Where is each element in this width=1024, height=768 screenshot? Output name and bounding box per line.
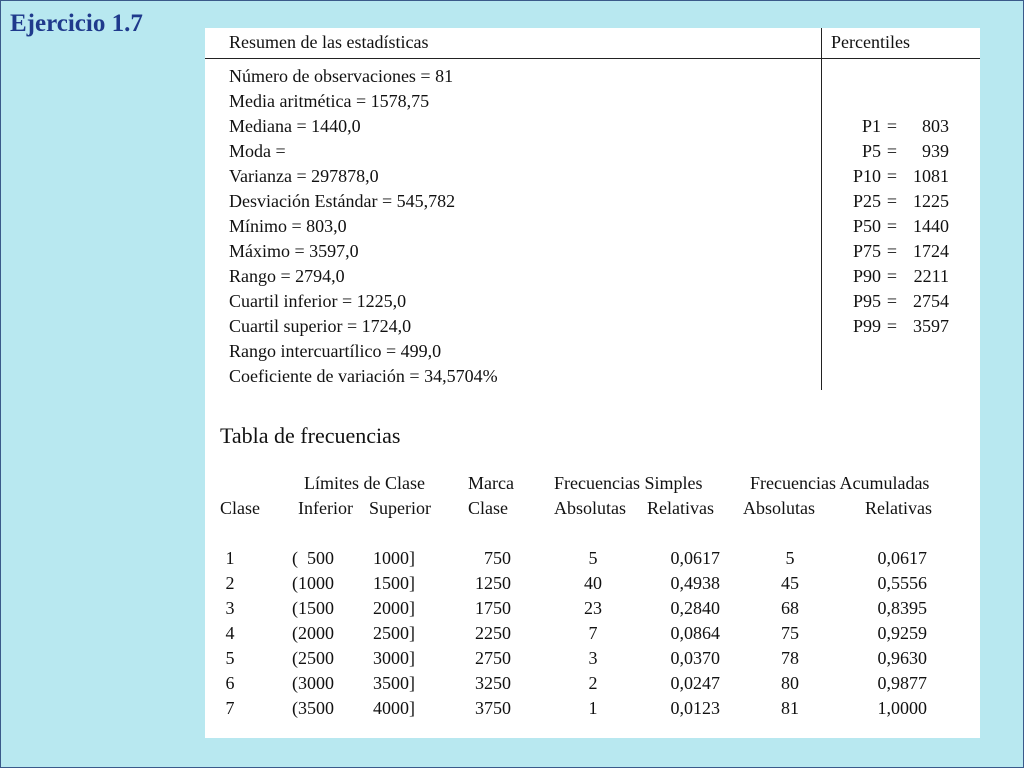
header-relative: Relativas bbox=[647, 498, 714, 518]
cell-class: 1 bbox=[225, 548, 235, 568]
percentile-item bbox=[829, 164, 949, 189]
percentile-name: P1 bbox=[861, 116, 881, 136]
percentile-equals: = bbox=[886, 216, 898, 236]
statistic-item: Cuartil inferior = 1225,0 bbox=[229, 291, 407, 311]
cell-class: 5 bbox=[225, 648, 235, 668]
cell-absolute: 23 bbox=[584, 598, 602, 618]
header-mark-class: Clase bbox=[468, 498, 508, 518]
summary-column-divider bbox=[821, 28, 822, 390]
cell-cum-absolute: 75 bbox=[781, 623, 799, 643]
statistic-item: Media aritmética = 1578,75 bbox=[229, 91, 430, 111]
percentile-equals: = bbox=[886, 316, 898, 336]
cell-relative: 0,2840 bbox=[670, 598, 720, 618]
statistic-item: Rango intercuartílico = 499,0 bbox=[229, 341, 442, 361]
header-simple-freq: Frecuencias Simples bbox=[554, 473, 703, 493]
percentile-value: 803 bbox=[922, 116, 949, 136]
cell-absolute: 1 bbox=[588, 698, 598, 718]
cell-relative: 0,4938 bbox=[670, 573, 720, 593]
statistic-item: Cuartil superior = 1724,0 bbox=[229, 316, 412, 336]
cell-cum-absolute: 68 bbox=[781, 598, 799, 618]
header-lower: Inferior bbox=[298, 498, 353, 518]
cell-mark: 750 bbox=[484, 548, 511, 568]
cell-lower: (1500 bbox=[292, 598, 334, 618]
cell-cum-relative: 0,8395 bbox=[877, 598, 927, 618]
cell-class: 4 bbox=[225, 623, 235, 643]
cell-cum-relative: 0,0617 bbox=[877, 548, 927, 568]
header-mark: Marca bbox=[468, 473, 514, 493]
cell-mark: 3250 bbox=[475, 673, 511, 693]
percentile-item bbox=[829, 314, 949, 339]
percentile-item bbox=[829, 189, 949, 214]
cell-absolute: 5 bbox=[588, 548, 598, 568]
statistic-item: Mínimo = 803,0 bbox=[229, 216, 347, 236]
cell-lower: (3500 bbox=[292, 698, 334, 718]
percentile-item bbox=[829, 139, 949, 164]
cell-cum-absolute: 81 bbox=[781, 698, 799, 718]
cell-absolute: 40 bbox=[584, 573, 602, 593]
cell-mark: 2750 bbox=[475, 648, 511, 668]
summary-table bbox=[205, 28, 980, 390]
statistic-item: Desviación Estándar = 545,782 bbox=[229, 191, 456, 211]
cell-mark: 2250 bbox=[475, 623, 511, 643]
percentile-value: 1724 bbox=[913, 241, 949, 261]
table-row bbox=[205, 698, 980, 723]
cell-relative: 0,0864 bbox=[670, 623, 720, 643]
percentile-name: P99 bbox=[852, 316, 881, 336]
statistic-item: Máximo = 3597,0 bbox=[229, 241, 359, 261]
table-row bbox=[205, 673, 980, 698]
cell-relative: 0,0247 bbox=[670, 673, 720, 693]
percentile-value: 1081 bbox=[913, 166, 949, 186]
cell-cum-absolute: 5 bbox=[785, 548, 795, 568]
percentile-name: P50 bbox=[852, 216, 881, 236]
cell-relative: 0,0123 bbox=[670, 698, 720, 718]
cell-class: 3 bbox=[225, 598, 235, 618]
cell-absolute: 2 bbox=[588, 673, 598, 693]
header-cumulative-freq: Frecuencias Acumuladas bbox=[750, 473, 930, 493]
percentile-name: P95 bbox=[852, 291, 881, 311]
header-cum-relative: Relativas bbox=[865, 498, 932, 518]
percentile-equals: = bbox=[886, 141, 898, 161]
percentile-value: 1225 bbox=[913, 191, 949, 211]
cell-cum-relative: 0,9877 bbox=[877, 673, 927, 693]
cell-lower: (1000 bbox=[292, 573, 334, 593]
header-absolute: Absolutas bbox=[554, 498, 626, 518]
cell-upper: 1000] bbox=[373, 548, 415, 568]
statistic-item: Mediana = 1440,0 bbox=[229, 116, 361, 136]
percentile-equals: = bbox=[886, 291, 898, 311]
percentile-item bbox=[829, 214, 949, 239]
statistic-item: Coeficiente de variación = 34,5704% bbox=[229, 366, 498, 386]
cell-cum-relative: 0,9259 bbox=[877, 623, 927, 643]
cell-cum-relative: 1,0000 bbox=[877, 698, 927, 718]
frequency-table-title: Tabla de frecuencias bbox=[220, 423, 401, 448]
percentile-item bbox=[829, 239, 949, 264]
header-class: Clase bbox=[220, 498, 260, 518]
cell-lower: (2000 bbox=[292, 623, 334, 643]
percentile-equals: = bbox=[886, 191, 898, 211]
statistic-item: Varianza = 297878,0 bbox=[229, 166, 379, 186]
cell-cum-absolute: 78 bbox=[781, 648, 799, 668]
cell-relative: 0,0370 bbox=[670, 648, 720, 668]
percentile-equals: = bbox=[886, 241, 898, 261]
header-upper: Superior bbox=[369, 498, 431, 518]
cell-cum-absolute: 45 bbox=[781, 573, 799, 593]
cell-relative: 0,0617 bbox=[670, 548, 720, 568]
cell-upper: 3000] bbox=[373, 648, 415, 668]
cell-cum-absolute: 80 bbox=[781, 673, 799, 693]
percentile-equals: = bbox=[886, 266, 898, 286]
header-limits: Límites de Clase bbox=[304, 473, 425, 493]
cell-upper: 2000] bbox=[373, 598, 415, 618]
cell-absolute: 7 bbox=[588, 623, 598, 643]
percentiles-list bbox=[829, 114, 949, 339]
cell-mark: 1750 bbox=[475, 598, 511, 618]
cell-mark: 3750 bbox=[475, 698, 511, 718]
slide-title: Ejercicio 1.7 bbox=[10, 10, 143, 37]
percentile-value: 1440 bbox=[913, 216, 949, 236]
cell-class: 7 bbox=[225, 698, 235, 718]
cell-upper: 3500] bbox=[373, 673, 415, 693]
percentile-name: P5 bbox=[861, 141, 881, 161]
header-cum-absolute: Absolutas bbox=[743, 498, 815, 518]
percentile-value: 2211 bbox=[913, 266, 949, 286]
cell-cum-relative: 0,9630 bbox=[877, 648, 927, 668]
percentile-value: 2754 bbox=[913, 291, 949, 311]
cell-class: 2 bbox=[225, 573, 235, 593]
header-row-1 bbox=[205, 473, 980, 498]
cell-lower: (3000 bbox=[292, 673, 334, 693]
cell-upper: 2500] bbox=[373, 623, 415, 643]
percentile-name: P10 bbox=[852, 166, 881, 186]
percentile-item bbox=[829, 289, 949, 314]
table-row bbox=[205, 573, 980, 598]
percentile-name: P90 bbox=[852, 266, 881, 286]
percentile-item bbox=[829, 264, 949, 289]
statistic-item: Moda = bbox=[229, 141, 286, 161]
table-row bbox=[205, 623, 980, 648]
cell-class: 6 bbox=[225, 673, 235, 693]
cell-lower: ( 500 bbox=[292, 548, 334, 568]
header-row-2 bbox=[205, 498, 980, 523]
cell-mark: 1250 bbox=[475, 573, 511, 593]
statistics-list bbox=[229, 64, 498, 389]
summary-header-divider bbox=[205, 58, 980, 59]
percentile-equals: = bbox=[886, 116, 898, 136]
percentile-value: 3597 bbox=[913, 316, 949, 336]
table-row bbox=[205, 648, 980, 673]
summary-header: Resumen de las estadísticas bbox=[229, 32, 429, 52]
percentile-name: P75 bbox=[852, 241, 881, 261]
percentile-name: P25 bbox=[852, 191, 881, 211]
cell-upper: 4000] bbox=[373, 698, 415, 718]
percentile-equals: = bbox=[886, 166, 898, 186]
percentile-value: 939 bbox=[922, 141, 949, 161]
percentiles-header: Percentiles bbox=[831, 32, 910, 52]
table-row bbox=[205, 548, 980, 573]
cell-absolute: 3 bbox=[588, 648, 598, 668]
cell-upper: 1500] bbox=[373, 573, 415, 593]
content-panel bbox=[205, 28, 980, 738]
statistic-item: Número de observaciones = 81 bbox=[229, 66, 454, 86]
percentile-item bbox=[829, 114, 949, 139]
cell-cum-relative: 0,5556 bbox=[877, 573, 927, 593]
cell-lower: (2500 bbox=[292, 648, 334, 668]
table-row bbox=[205, 598, 980, 623]
statistic-item: Rango = 2794,0 bbox=[229, 266, 345, 286]
